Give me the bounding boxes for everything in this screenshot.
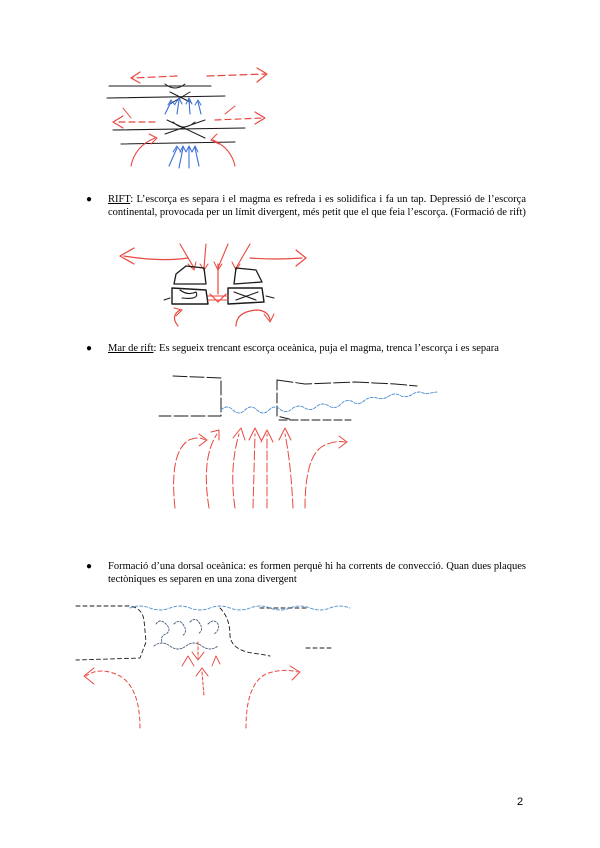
term-rift-sea: Mar de rift (108, 343, 154, 354)
definition-rift: : L’escorça es separa i el magma es refreda i es solidifica i fa un tap. Depressió de l’escorça continental, provocada per un límit divergent, més petit que el que feia l’escorça. (Formació de rift) (108, 194, 526, 218)
list-item-rift-sea (86, 342, 526, 355)
list-item-text: Formació d’una dorsal oceànica: es formen perquè hi ha corrents de convecció. Quan dues plaques tectòniques es separen en una zona divergent (108, 561, 526, 585)
list-item-rift (86, 193, 526, 219)
rift-sea-sketch-icon (155, 368, 440, 512)
bullet-icon: ● (86, 343, 93, 354)
list-item-text (108, 342, 526, 355)
list-item-text (108, 193, 526, 219)
divergent-plates-sketch-icon (95, 62, 280, 174)
bullet-icon: ● (86, 194, 93, 205)
page-number: 2 (517, 796, 524, 808)
term-rift: RIFT (108, 194, 131, 205)
rift-formation-sketch-icon (110, 238, 320, 334)
oceanic-ridge-sketch-icon (70, 596, 410, 736)
list-item-oceanic-ridge (86, 560, 526, 586)
bullet-icon: ● (86, 561, 93, 572)
definition-rift-sea: : Es segueix trencant escorça oceànica, puja el magma, trenca l’escorça i es separa (153, 343, 499, 354)
